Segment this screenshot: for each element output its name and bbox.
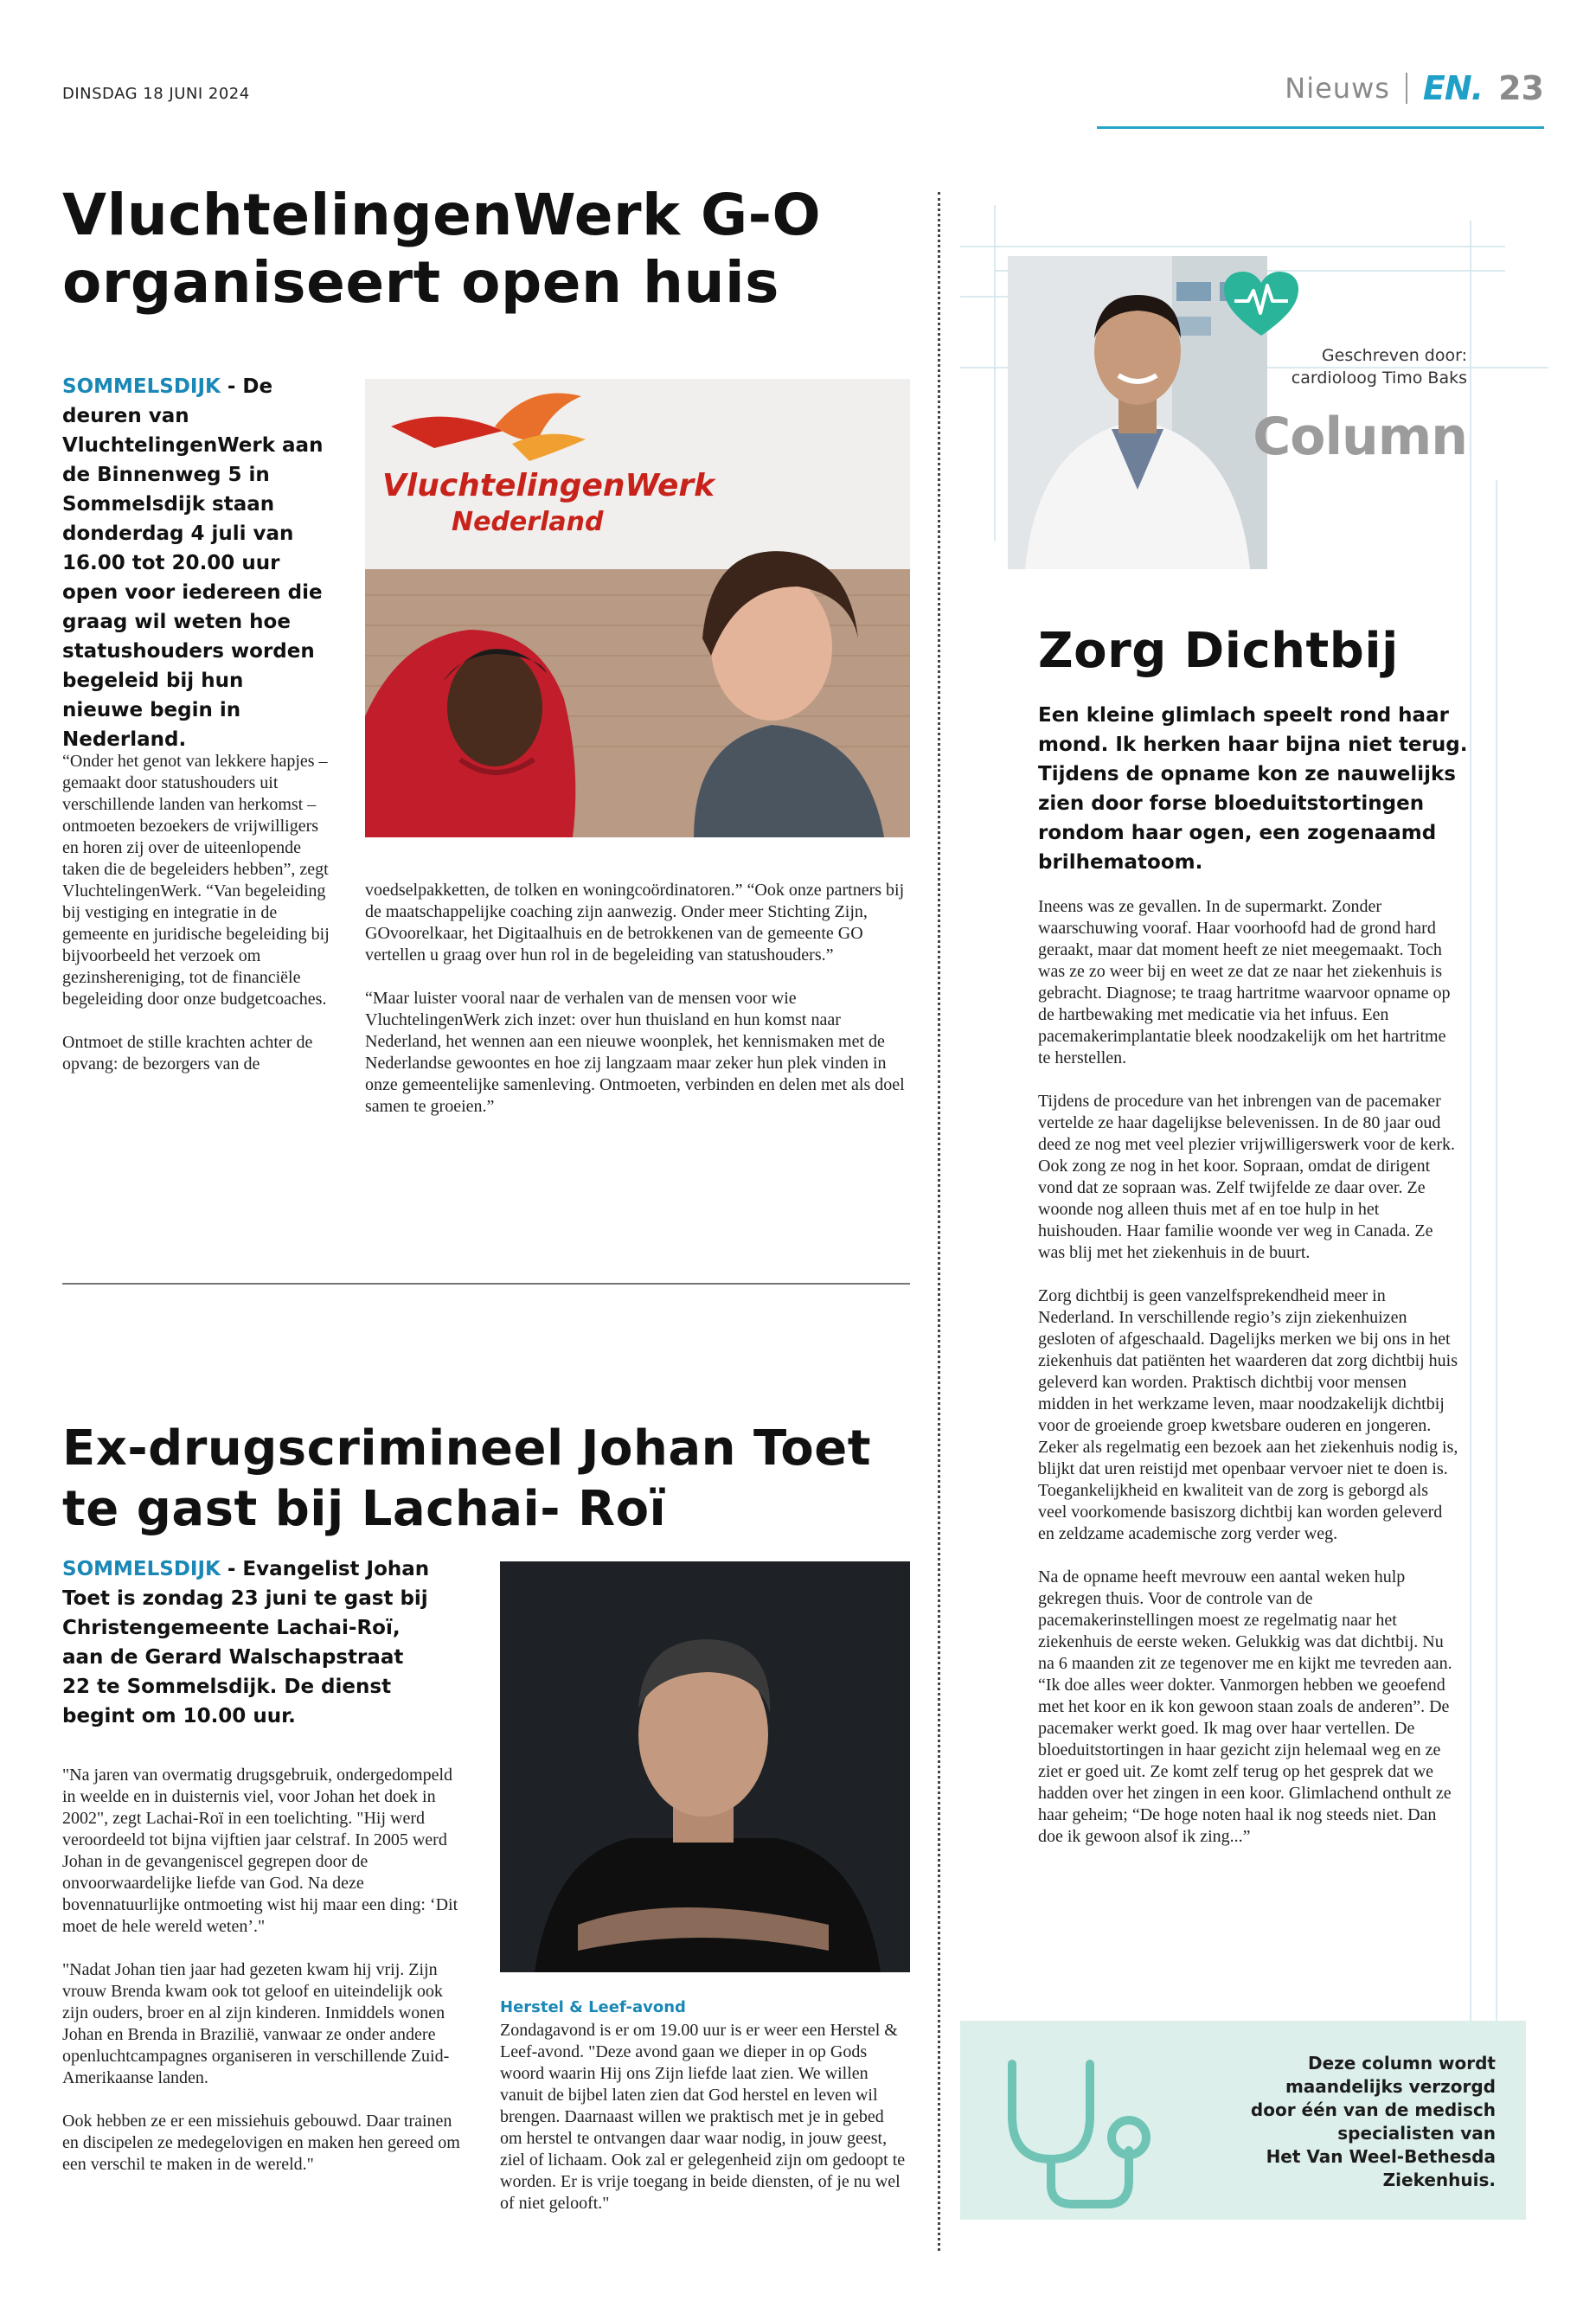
byline-line: Geschreven door: (1321, 346, 1467, 365)
column-body (1038, 896, 1458, 1869)
newspaper-logo: EN. (1422, 69, 1484, 107)
column-footer-box (960, 2021, 1526, 2220)
heart-icon (1222, 270, 1300, 339)
paragraph: Zondagavond is er om 19.00 uur is er weer een Herstel & Leef-avond. "Deze avond gaan we dieper in op Gods woord waarin Hij ons Zijn liefde laat zien. We willen vanuit de bijbel laten zien dat God herstel en leven wil brengen. Daarnaast willen we praktisch met je in gebed om herstel te ontvangen daar waar nodig, in jouw geest, ziel of lichaam. Ook zal er gelegenheid zijn om gedoopt te worden. Er is vrije toegang in beide diensten, of je nu wel of niet gelooft." (500, 2021, 906, 2213)
paragraph: Zorg dichtbij is geen vanzelfsprekendheid meer in Nederland. In verschillende regio’s zijn ziekenhuizen gesloten of afgeschaald. Dagelijks merken we bij ons in het ziekenhuis dat patiënten het waarderen dat zorg dichtbij huis geleverd kan worden. Praktisch dichtbij voor mensen midden in het werkzame leven, maar noodzakelijk dichtbij voor de groeiende groep kwetsbare ouderen en jongeren. Zeker als regelmatig een bezoek aan het ziekenhuis nodig is, blijkt dat uren reistijd met openbaar vervoer niet te doen is. Toegankelijkheid en kwaliteit van de zorg is geborgd als veel voorkomende basiszorg dichtbij kan worden geleverd en zeldzame academische zorg verder weg. (1038, 1286, 1458, 1543)
photo-sign-text: Nederland (452, 507, 604, 537)
stethoscope-icon (986, 2055, 1159, 2211)
paragraph: Tijdens de procedure van het inbrengen van de pacemaker vertelde ze haar dagelijkse belevenissen. In de 80 jaar oud deed ze nog met veel plezier vrijwilligerswerk voor de kerk. Ook zong ze nog in het koor. Sopraan, omdat de dirigent vond dat ze sopraan was. Zelf twijfelde ze daar over. Ze woonde nog alleen thuis met af en toe hulp in het huishouden. Haar familie woonde ver weg in Canada. Ze was blij met het ziekenhuis in de buurt. (1038, 1092, 1456, 1262)
footer-line: door één van de medisch (1250, 2099, 1496, 2120)
footer-line: maandelijks verzorgd (1285, 2076, 1496, 2097)
column-footer-text (1251, 2052, 1496, 2192)
headline-line: VluchtelingenWerk G-O (62, 182, 822, 248)
paragraph: "Na jaren van overmatig drugsgebruik, ondergedompeld in weelde en in duisternis viel, voor Johan het doek in 2002", zegt Lachai-Roï in een toelichting. "Hij werd veroordeeld tot bijna vijftien jaar celstraf. In 2005 werd Johan in de gevangeniscel gegrepen door de onvoorwaardelijke liefde van God. Na deze bovennatuurlijke ontmoeting wist hij maar een ding: ‘Dit moet de hele wereld weten’." (62, 1766, 458, 1936)
article2-column2 (500, 2020, 910, 2236)
article1-column1 (62, 751, 337, 1097)
column-lead: Een kleine glimlach speelt rond haar mond. Ik herken haar bijna niet terug. Tijdens de opname kon ze nauwelijks zien door forse bloeduitstortingen rondom haar ogen, een zogenaamd brilhematoom. (1038, 704, 1468, 874)
article1-column2 (365, 880, 910, 1139)
masthead (1285, 69, 1544, 107)
article2-lead (62, 1554, 434, 1731)
article2-column1 (62, 1765, 469, 2197)
paragraph: voedselpakketten, de tolken en woningcoördinatoren.” “Ook onze partners bij de maatschappelijke coaching zijn aanwezig. Onder meer Stichting Zijn, GOvoorelkaar, het Digitaalhuis en de betrokkenen van de gemeente GO vertellen u graag over hun rol in de begeleiding van statushouders.” (365, 881, 905, 965)
headline-line: organiseert open huis (62, 249, 779, 316)
article-separator (62, 1283, 910, 1285)
lead-text: - De deuren van VluchtelingenWerk aan de Binnenweg 5 in Sommelsdijk staan donderdag 4 juli van 16.00 tot 20.00 uur open voor iedereen die graag wil weten hoe statushouders worden begeleid bij hun nieuwe begin in Nederland. (62, 375, 324, 751)
article2-headline (62, 1419, 871, 1540)
divider (1406, 73, 1407, 104)
article1-lead (62, 372, 326, 754)
johan-toet-photo (500, 1561, 910, 1972)
column-byline (1292, 344, 1467, 389)
footer-line: specialisten van (1337, 2123, 1496, 2144)
headline-line: te gast bij Lachai- Roï (62, 1481, 667, 1537)
paragraph: Na de opname heeft mevrouw een aantal weken hulp gekregen thuis. Voor de controle van de pacemakerinstellingen moest ze regelmatig naar het ziekenhuis de eerste weken. Gelukkig was dat dichtbij. Nu na 6 maanden zit ze tegenover me en kijkt me tevreden aan. “Ik doe alles weer dokter. Vanmorgen hebben we geoefend met het koor en ik kon gewoon staan zoals de anderen”. De pacemaker werkt goed. Ik mag over haar vertellen. De bloeduitstortingen in haar gezicht zijn helemaal weg en ze ziet er goed uit. Ze komt zelf terug op het gesprek dat we hadden over het zingen in een koor. Glimlachend onthult ze haar geheim; “De hoge noten haal ik nog steeds niet. Dan doe ik gewoon alsof ik zing...” (1038, 1567, 1452, 1846)
lead-text: - Evangelist Johan Toet is zondag 23 juni te gast bij Christengemeente Lachai-Roï, aan de Gerard Walschapstraat 22 te Sommelsdijk. De dienst begint om 10.00 uur. (62, 1558, 430, 1727)
column-divider (938, 192, 940, 2251)
column-headline: Zorg Dichtbij (1038, 623, 1399, 679)
dateline-place: SOMMELSDIJK (62, 1558, 221, 1580)
paragraph: “Onder het genot van lekkere hapjes – gemaakt door statushouders uit verschillende landen van herkomst – ontmoeten bezoekers de vrijwilligers en horen zij over de uiteenlopende taken die de begeleiders hebben”, zegt VluchtelingenWerk. “Van begeleiding bij vestiging en integratie in de gemeente en juridische begeleiding bij bijvoorbeeld het verzoek om gezinshereniging, tot de financiële begeleiding door onze budgetcoaches. (62, 752, 330, 1009)
footer-line: Ziekenhuis. (1382, 2170, 1496, 2190)
photo-sign-text: VluchtelingenWerk (382, 468, 715, 503)
footer-line: Het Van Weel-Bethesda (1266, 2146, 1496, 2167)
refugee-work-photo (365, 379, 910, 837)
dateline-place: SOMMELSDIJK (62, 375, 221, 398)
headline-line: Ex-drugscrimineel Johan Toet (62, 1420, 871, 1477)
article1-headline (62, 182, 821, 317)
portrait-illustration (500, 1561, 910, 1972)
article2-subhead: Herstel & Leef-avond (500, 1998, 686, 2016)
paragraph: Ontmoet de stille krachten achter de opvang: de bezorgers van de (62, 1033, 313, 1074)
paragraph: “Maar luister vooral naar de verhalen van de mensen voor wie VluchtelingenWerk zich inzet: over hun thuisland en hun komst naar Nederland, het wennen aan een nieuwe woonplek, het kennismaken met de Nederlandse gewoontes en hoe zij langzaam maar zeker hun plek vinden in onze gemeentelijke samenleving. Ontmoeten, verbinden en delen met als doel samen te groeien.” (365, 989, 905, 1116)
paragraph: "Nadat Johan tien jaar had gezeten kwam hij vrij. Zijn vrouw Brenda kwam ook tot geloof en uiteindelijk ook zijn ouders, broer en al zijn kinderen. Inmiddels wonen Johan en Brenda in Brazilië, vanwaar ze onder andere openluchtcampagnes organiseren in verschillende Zuid-Amerikaanse landen. (62, 1960, 450, 2087)
paragraph: Ineens was ze gevallen. In de supermarkt. Zonder waarschuwing vooraf. Haar voorhoofd had de grond hard geraakt, maar dat moment heeft ze niet meegemaakt. Toch was ze zo weer bij en weet ze dat ze naar het ziekenhuis is gebracht. Diagnose; te traag hartritme waarvoor opname op de hartbewaking met medicatie via het infuus. Een pacemakerimplantatie bleek noodzakelijk om het hartritme te herstellen. (1038, 897, 1451, 1067)
page-number: 23 (1498, 69, 1544, 107)
header-rule (1097, 126, 1544, 129)
paragraph: Ook hebben ze er een missiehuis gebouwd. Daar trainen en discipelen ze medegelovigen en maken hen gereed om een verschil te maken in de wereld." (62, 2112, 460, 2174)
section-name: Nieuws (1285, 72, 1390, 105)
photo-illustration (365, 379, 910, 837)
footer-line: Deze column wordt (1307, 2053, 1496, 2073)
issue-date: DINSDAG 18 JUNI 2024 (62, 85, 250, 103)
column-label: Column (1253, 407, 1467, 467)
byline-line: cardioloog Timo Baks (1291, 369, 1467, 388)
